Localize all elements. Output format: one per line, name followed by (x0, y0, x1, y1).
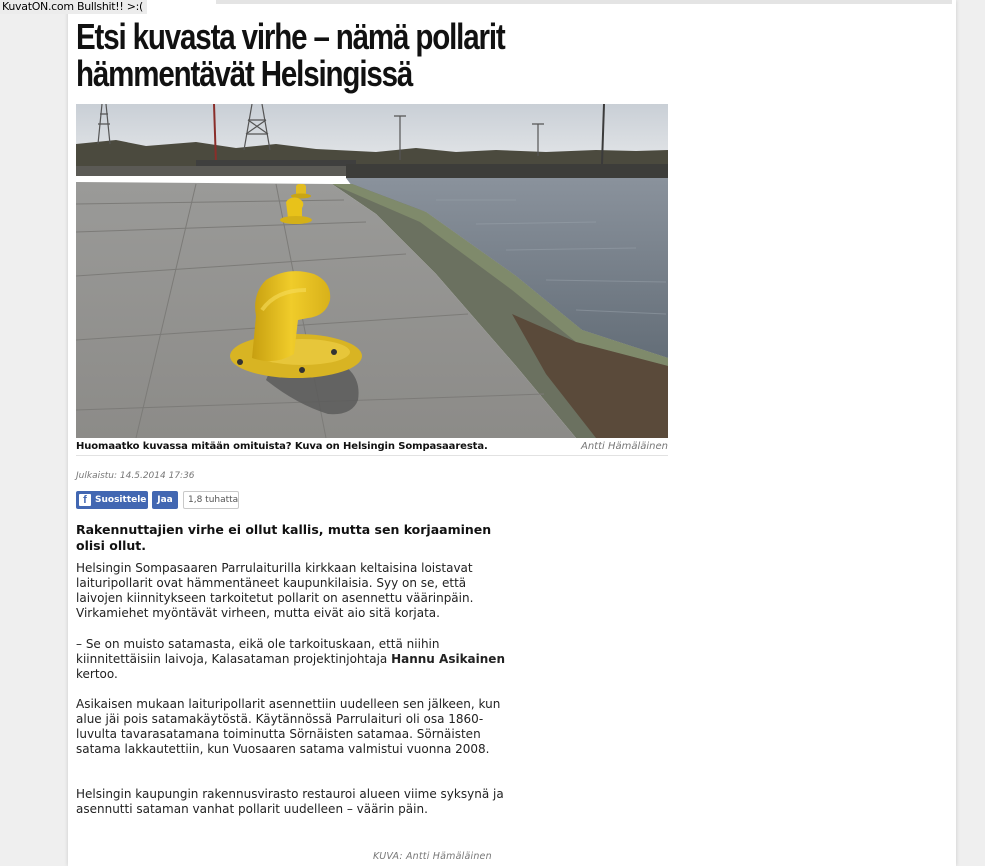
published-label: Julkaistu: (76, 471, 118, 481)
facebook-recommend-button[interactable] (76, 491, 148, 509)
published-value: 14.5.2014 17:36 (119, 471, 195, 481)
article-paragraph-1: Helsingin Sompasaaren Parrulaiturilla kirkkaan keltaisina loistavat laituripollarit ovat hämmentäneet kaupunkilaisia. Syy on se, että laivojen kiinnitykseen tarkoitetut pollarit on asennettu väärinpäin. Virkamiehet myöntävät virheen, mutta eivät aio sitä korjata. (76, 561, 474, 620)
photo-caption: Huomaatko kuvassa mitään omituista? Kuva on Helsingin Sompasaaresta. (76, 441, 488, 452)
article-paragraph-3: Asikaisen mukaan laituripollarit asennettiin uudelleen sen jälkeen, kun alue jäi pois satamakäytöstä. Käytännössä Parrulaituri oli osa 1860-luvulta tavarasatamana toiminutta Sörnäisten satamaa. Sörnäisten satama lakkautettiin, kun Vuosaaren satama valmistui vuonna 2008. (76, 697, 501, 756)
watermark: KuvatON.com Bullshit!! >:( (0, 0, 147, 14)
facebook-share-button[interactable]: Jaa (152, 491, 178, 509)
article-paragraph-4: Helsingin kaupungin rakennusvirasto restauroi alueen viime syksynä ja asennutti sataman vanhat pollarit uudelleen – väärin päin. (76, 787, 504, 816)
paragraph-2-end: kertoo. (76, 667, 118, 681)
paragraph-2-text: – Se on muisto satamasta, eikä ole tarkoituskaan, että niihin kiinnitettäisiin laivoja, Kalasataman projektinjohtaja (76, 637, 440, 666)
headline-line-1: Etsi kuvasta virhe – nämä pollarit (76, 16, 505, 57)
article-paragraph-2 (76, 637, 516, 682)
published-date (76, 471, 195, 481)
article-lead: Rakennuttajien virhe ei ollut kallis, mutta sen korjaaminen olisi ollut. (76, 522, 492, 553)
far-wall (346, 164, 668, 178)
far-quay (76, 166, 346, 176)
top-strip (216, 0, 952, 4)
bottom-photo-credit: KUVA: Antti Hämäläinen (373, 851, 492, 862)
headline-line-2: hämmentävät Helsingissä (76, 53, 413, 94)
facebook-icon: f (79, 494, 91, 506)
person-name: Hannu Asikainen (391, 652, 505, 666)
recommend-label: Suosittele (95, 495, 147, 505)
share-count-bubble: 1,8 tuhatta (183, 491, 239, 509)
bollard-mid (286, 198, 303, 219)
hero-photo[interactable] (76, 104, 668, 438)
bridge (196, 160, 356, 166)
article-headline (76, 18, 568, 92)
photo-caption-row (76, 440, 668, 456)
photo-credit: Antti Hämäläinen (580, 441, 668, 452)
